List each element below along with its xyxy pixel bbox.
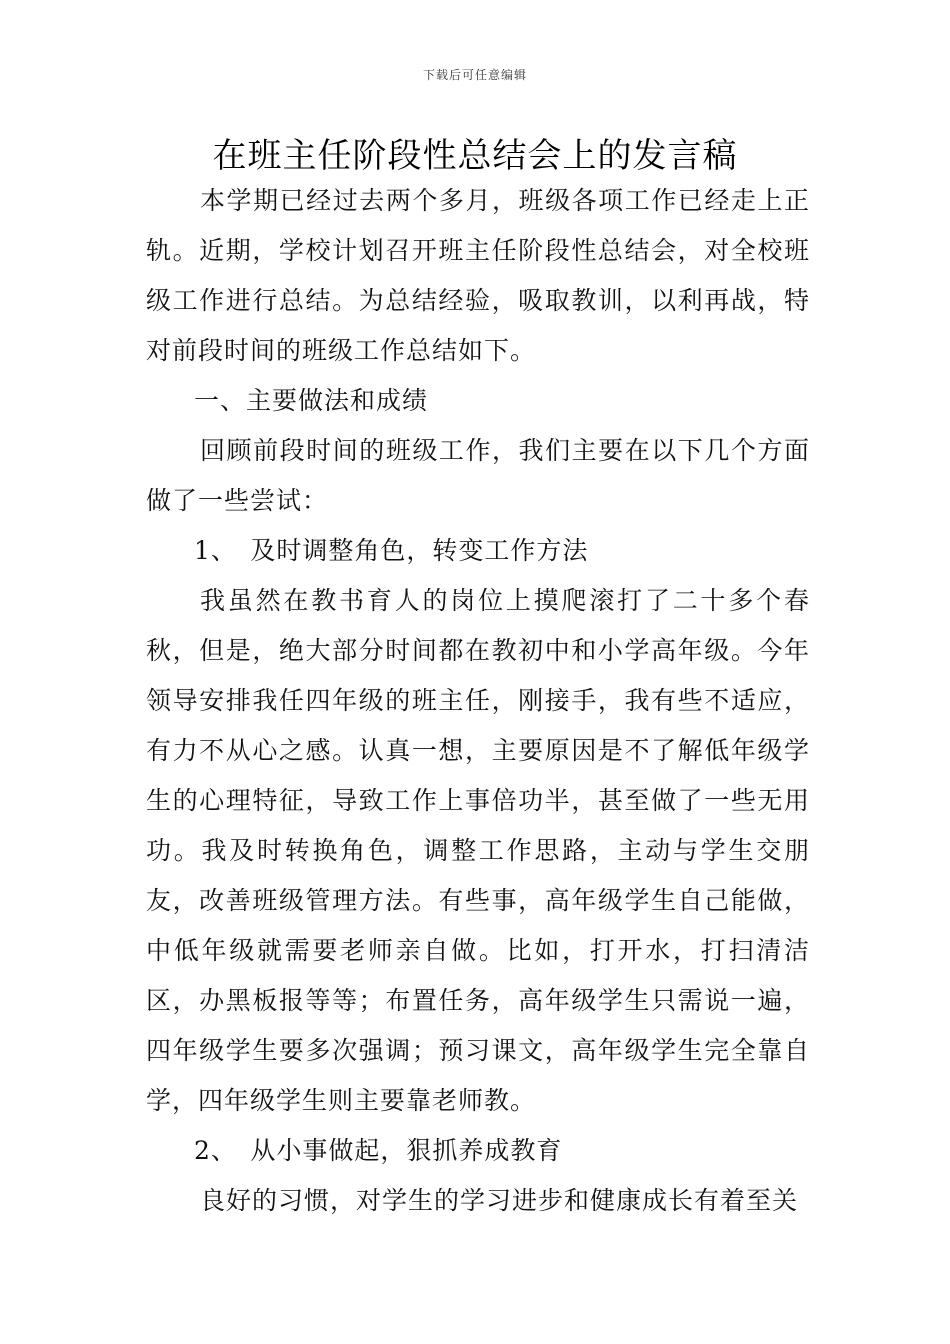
paragraph-review: 回顾前段时间的班级工作，我们主要在以下几个方面做了一些尝试： <box>146 436 810 515</box>
subheading-2: 2、 从小事做起，狠抓养成教育 <box>194 1136 563 1165</box>
header-note: 下载后可任意编辑 <box>422 68 527 82</box>
subheading-1: 1、 及时调整角色，转变工作方法 <box>194 536 589 565</box>
paragraph-role-change: 我虽然在教书育人的岗位上摸爬滚打了二十多个春秋，但是，绝大部分时间都在教初中和小学高年级。今年领导安排我任四年级的班主任，刚接手，我有些不适应，有力不从心之感。认真一想，主要原因是不了解低年级学生的心理特征，导致工作上事倍功半，甚至做了一些无用功。我及时转换角色，调整工作思路，主动与学生交朋友，改善班级管理方法。有些事，高年级学生自己能做，中低年级就需要老师亲自做。比如，打开水，打扫清洁区，办黑板报等等；布置任务，高年级学生只需说一遍，四年级学生要多次强调；预习课文，高年级学生完全靠自学，四年级学生则主要靠老师教。 <box>146 586 810 1115</box>
document-title: 在班主任阶段性总结会上的发言稿 <box>212 136 738 176</box>
section-heading: 一、主要做法和成绩 <box>194 386 429 415</box>
document-body <box>146 176 810 1226</box>
paragraph-habits: 良好的习惯，对学生的学习进步和健康成长有着至关 <box>200 1186 799 1215</box>
paragraph-intro: 本学期已经过去两个多月，班级各项工作已经走上正轨。近期，学校计划召开班主任阶段性总结会，对全校班级工作进行总结。为总结经验，吸取教训，以利再战，特对前段时间的班级工作总结如下。 <box>146 186 810 365</box>
